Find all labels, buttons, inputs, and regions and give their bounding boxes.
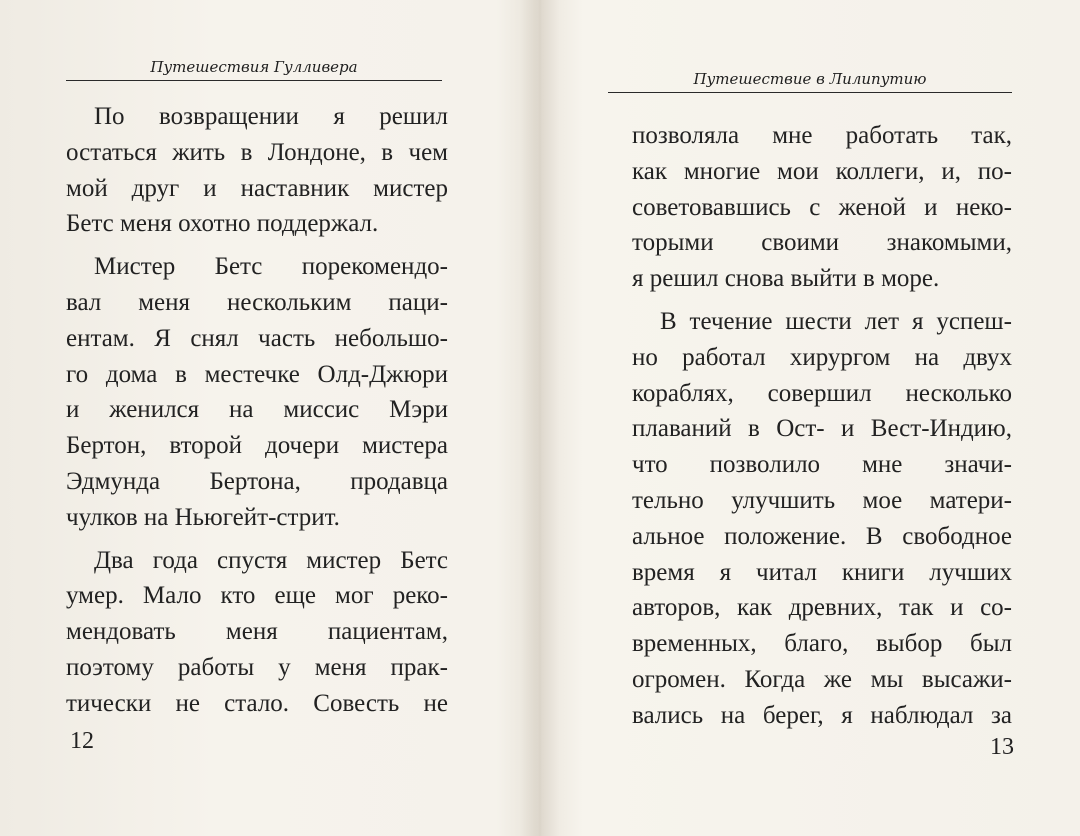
text-line: Мистер Бетс порекомендо-: [94, 253, 448, 281]
right-page-number: 13: [990, 734, 1014, 760]
text-line: Эдмунда Бертона, продавца: [66, 467, 448, 495]
right-page: [540, 0, 1080, 836]
text-line: чулков на Ньюгейт-стрит.: [66, 503, 340, 531]
text-line: советовавшись с женой и неко-: [632, 193, 1012, 221]
text-line: Бетс меня охотно поддержал.: [66, 210, 379, 238]
text-line: В течение шести лет я успеш-: [660, 307, 1012, 335]
text-line: тельно улучшить мое матери-: [632, 486, 1012, 514]
right-running-head: Путешествие в Лилипутию: [693, 70, 927, 88]
text-line: По возвращении я решил: [94, 103, 448, 130]
text-line: авторов, как древних, так и со-: [632, 594, 1012, 622]
text-line: я решил снова выйти в море.: [632, 265, 940, 293]
right-header-rule: [608, 92, 1012, 93]
text-line: и женился на миссис Мэри: [66, 396, 448, 424]
text-line: Бертон, второй дочери мистера: [66, 432, 448, 460]
text-line: Два года спустя мистер Бетс: [94, 546, 448, 574]
text-line: но работал хирургом на двух: [632, 343, 1012, 371]
text-line: плаваний в Ост- и Вест-Индию,: [632, 415, 1012, 443]
left-page-number: 12: [70, 728, 94, 754]
left-running-head: Путешествия Гулливера: [150, 58, 358, 76]
text-line: огромен. Когда же мы высажи-: [632, 665, 1012, 693]
text-line: как многие мои коллеги, и, по-: [632, 157, 1012, 185]
text-line: ентам. Я снял часть небольшо-: [66, 324, 448, 352]
text-line: торыми своими знакомыми,: [632, 229, 1012, 257]
text-line: тически не стало. Совесть не: [66, 689, 448, 717]
text-line: го дома в местечке Олд-Джюри: [66, 360, 448, 388]
text-line: остаться жить в Лондоне, в чем: [66, 138, 448, 166]
text-line: время я читал книги лучших: [632, 558, 1012, 586]
text-line: мой друг и наставник мистер: [66, 174, 448, 202]
text-line: временных, благо, выбор был: [632, 630, 1012, 658]
text-line: умер. Мало кто еще мог реко-: [66, 582, 448, 610]
text-line: вались на берег, я наблюдал за: [632, 701, 1012, 729]
text-line: что позволило мне значи-: [632, 451, 1012, 479]
text-line: мендовать меня пациентам,: [66, 618, 448, 646]
left-header-rule: [66, 80, 442, 81]
left-body-text: [66, 99, 448, 722]
text-line: кораблях, совершил несколько: [632, 379, 1012, 407]
text-line: вал меня нескольким паци-: [66, 288, 448, 316]
text-line: позволяла мне работать так,: [632, 122, 1012, 149]
text-line: поэтому работы у меня прак-: [66, 653, 448, 681]
right-body-text: [632, 118, 1012, 734]
text-line: альное положение. В свободное: [632, 522, 1012, 550]
